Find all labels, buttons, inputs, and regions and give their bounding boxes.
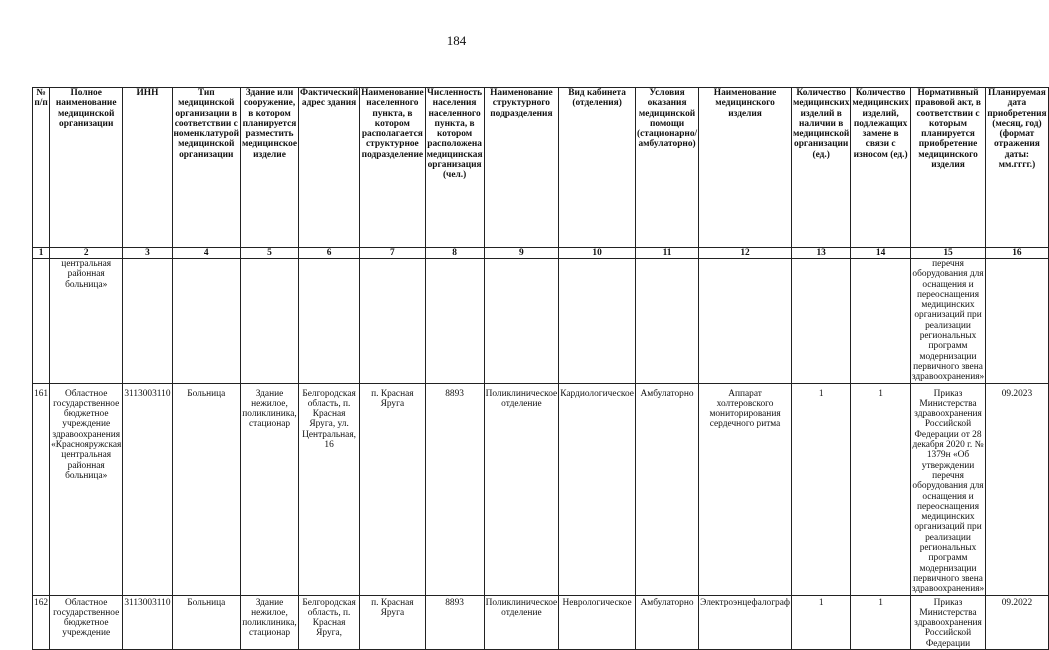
column-number: 9 (484, 248, 559, 259)
continuation-row (33, 259, 1049, 384)
column-number-row (33, 248, 1049, 259)
cell-qty-available: 1 (791, 595, 850, 649)
column-number: 14 (851, 248, 910, 259)
header-cell: № п/п (33, 88, 50, 248)
header-cell: Нормативный правовой акт, в соответствии с которым планируется приобретение медицинского изделия (910, 88, 985, 248)
equipment-table (32, 87, 1049, 650)
header-cell: Здание или сооружение, в котором планируется разместить медицинское изделие (240, 88, 298, 248)
cell-qty-replace: 1 (851, 383, 910, 595)
cell-cabinet: Неврологическое (559, 595, 636, 649)
column-number: 4 (172, 248, 240, 259)
cell-subdivision: Поликлиническое отделение (484, 595, 559, 649)
cell-population: 8893 (425, 595, 484, 649)
cell-num: 161 (33, 383, 50, 595)
cell-conditions: Амбулаторно (635, 595, 698, 649)
column-number: 7 (360, 248, 426, 259)
column-number: 10 (559, 248, 636, 259)
cell-device: Аппарат холтеровского мониторирования сердечного ритма (699, 383, 792, 595)
header-cell: Наименование населенного пункта, в котором располагается структурное подразделение (360, 88, 426, 248)
cell-qty-replace: 1 (851, 595, 910, 649)
cell-num: 162 (33, 595, 50, 649)
header-cell: Условия оказания медицинской помощи (стационарно/амбулаторно) (635, 88, 698, 248)
column-number: 15 (910, 248, 985, 259)
cell-inn: 3113003110 (123, 595, 172, 649)
cell-num (33, 259, 50, 384)
header-cell: Численность населения населенного пункта, в котором расположена медицинская организация (чел.) (425, 88, 484, 248)
cell-org-name: центральная районная больница» (50, 259, 123, 384)
cell-org-name: Областное государственное бюджетное учреждение здравоохранения «Краснояружская центральная районная больница» (50, 383, 123, 595)
cell-subdivision: Поликлиническое отделение (484, 383, 559, 595)
cell-population: 8893 (425, 383, 484, 595)
header-cell: Наименование медицинского изделия (699, 88, 792, 248)
cell-org-type: Больница (172, 595, 240, 649)
cell-legal-act: Приказ Министерства здравоохранения Российской Федерации от 28 декабря 2020 г. № 1379н «Об утверждении перечня оборудования для оснащения и переоснащения медицинских организаций при реализации региональных программ модернизации первичного звена здравоохранения» (910, 383, 985, 595)
header-cell: Полное наименование медицинской организации (50, 88, 123, 248)
cell-conditions: Амбулаторно (635, 383, 698, 595)
column-number: 12 (699, 248, 792, 259)
cell-date: 09.2022 (986, 595, 1048, 649)
column-number: 1 (33, 248, 50, 259)
header-cell: Тип медицинской организации в соответствии с номенклатурой медицинской организации (172, 88, 240, 248)
cell-inn: 3113003110 (123, 383, 172, 595)
header-cell: ИНН (123, 88, 172, 248)
column-number: 16 (986, 248, 1048, 259)
cell-date: 09.2023 (986, 383, 1048, 595)
cell-legal-act: Приказ Министерства здравоохранения Российской Федерации (910, 595, 985, 649)
cell-org-type: Больница (172, 383, 240, 595)
cell-settlement: п. Красная Яруга (360, 383, 426, 595)
header-cell: Планируемая дата приобретения (месяц, год) (формат отражения даты: мм.гггг.) (986, 88, 1048, 248)
table-row (33, 383, 1049, 595)
cell-address: Белгородская область, п. Красная Яруга, ул. Центральная, 16 (299, 383, 360, 595)
column-number: 2 (50, 248, 123, 259)
header-cell: Вид кабинета (отделения) (559, 88, 636, 248)
cell-cabinet: Кардиологическое (559, 383, 636, 595)
table-row (33, 595, 1049, 649)
header-cell: Фактический адрес здания (299, 88, 360, 248)
column-number: 3 (123, 248, 172, 259)
cell-building: Здание нежилое, поликлиника, стационар (240, 595, 298, 649)
header-cell: Количество медицинских изделий, подлежащих замене в связи с износом (ед.) (851, 88, 910, 248)
header-row (33, 88, 1049, 248)
cell-device: Электроэнцефалограф (699, 595, 792, 649)
column-number: 8 (425, 248, 484, 259)
cell-org-name: Областное государственное бюджетное учреждение (50, 595, 123, 649)
header-cell: Количество медицинских изделий в наличии в медицинской организации (ед.) (791, 88, 850, 248)
cell-settlement: п. Красная Яруга (360, 595, 426, 649)
page-number: 184 (446, 33, 467, 48)
cell-legal-act: перечня оборудования для оснащения и переоснащения медицинских организаций при реализации региональных программ модернизации первичного звена здравоохранения» (911, 259, 985, 383)
cell-building: Здание нежилое, поликлиника, стационар (240, 383, 298, 595)
column-number: 11 (635, 248, 698, 259)
cell-address: Белгородская область, п. Красная Яруга, (299, 595, 360, 649)
cell-qty-available: 1 (791, 383, 850, 595)
column-number: 5 (240, 248, 298, 259)
column-number: 6 (299, 248, 360, 259)
header-cell: Наименование структурного подразделения (484, 88, 559, 248)
column-number: 13 (791, 248, 850, 259)
